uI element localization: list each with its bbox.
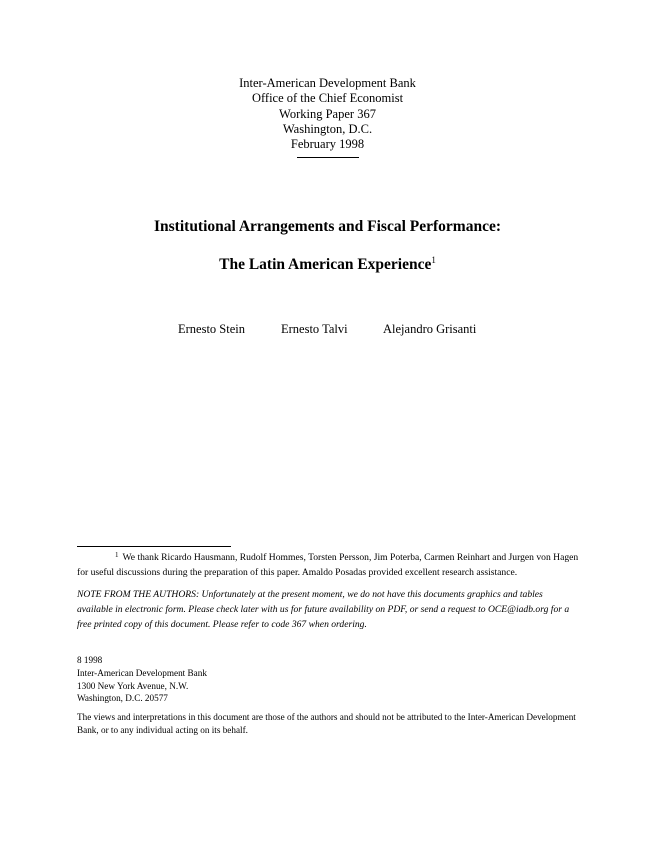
copyright-block <box>77 654 477 705</box>
footnote-text: We thank Ricardo Hausmann, Rudolf Hommes, Torsten Persson, Jim Poterba, Carmen Reinhart and Jurgen von Hagen for useful discussions during the preparation of this paper. Amaldo Posadas provided excellent research assistance. <box>77 552 579 578</box>
subtitle-footnote-mark: 1 <box>431 255 436 265</box>
note-from-authors: NOTE FROM THE AUTHORS: Unfortunately at the present moment, we do not have this documents graphics and tables available in electronic form. Please check later with us for future availability on PDF, or send a request to OCE@iadb.org for a free printed copy of this document. Please refer to code 367 when ordering. <box>77 589 570 630</box>
paper-title: Institutional Arrangements and Fiscal Performance: <box>154 218 501 235</box>
acknowledgement-footnote <box>77 551 579 580</box>
working-paper-number: Working Paper 367 <box>279 106 376 121</box>
author-name: Ernesto Talvi <box>281 322 348 336</box>
location: Washington, D.C. <box>282 121 373 136</box>
office-name: Office of the Chief Economist <box>251 91 404 106</box>
header-divider <box>297 157 359 158</box>
publisher-city: Washington, D.C. 20577 <box>77 693 168 704</box>
paper-header <box>0 76 655 158</box>
publication-date: February 1998 <box>290 137 365 152</box>
author-name: Alejandro Grisanti <box>383 322 477 336</box>
publisher-street: 1300 New York Avenue, N.W. <box>77 680 189 691</box>
institution-name: Inter-American Development Bank <box>239 76 416 90</box>
footnote-mark: 1 <box>115 551 119 559</box>
copyright-year: 8 1998 <box>77 655 103 665</box>
paper-subtitle <box>0 256 655 274</box>
publisher-name: Inter-American Development Bank <box>77 667 207 678</box>
disclaimer: The views and interpretations in this document are those of the authors and should not be attributed to the Inter-American Development Bank, or to any individual acting on its behalf. <box>77 712 576 735</box>
paper-subtitle-text: The Latin American Experience <box>219 256 432 273</box>
author-name: Ernesto Stein <box>178 322 246 336</box>
footnote-divider <box>77 546 231 547</box>
